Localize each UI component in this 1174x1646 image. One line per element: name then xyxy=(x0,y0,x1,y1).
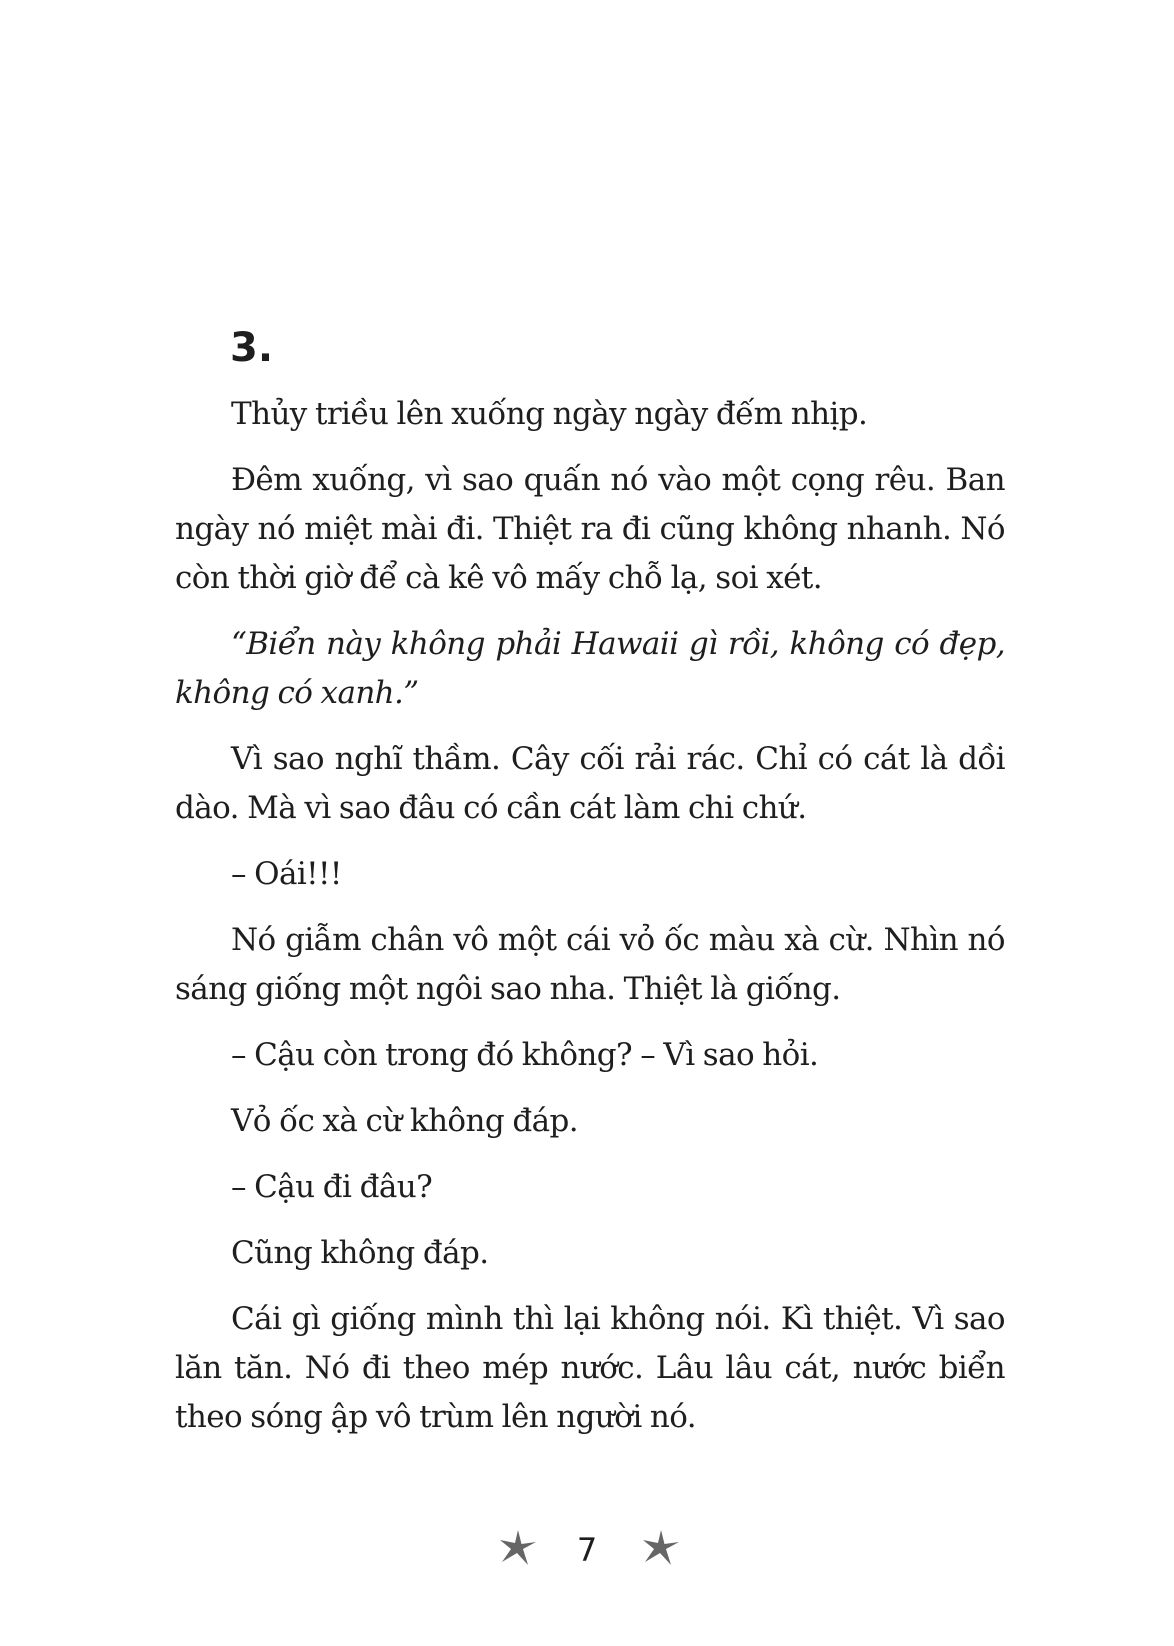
paragraph: Cái gì giống mình thì lại không nói. Kì thiệt. Vì sao lăn tăn. Nó đi theo mép nước. Lâu lâu cát, nước biển theo sóng ập vô trùm lên người nó. xyxy=(175,1301,1005,1435)
page-footer xyxy=(0,1522,1174,1582)
dialogue-line: – Oái!!! xyxy=(231,856,342,892)
page-number: 7 xyxy=(576,1531,598,1569)
paragraph: Nó giẫm chân vô một cái vỏ ốc màu xà cừ. Nhìn nó sáng giống một ngôi sao nha. Thiệt là giống. xyxy=(175,922,1005,1007)
dialogue-line: – Cậu còn trong đó không? – Vì sao hỏi. xyxy=(231,1037,819,1073)
paragraph: Đêm xuống, vì sao quấn nó vào một cọng rêu. Ban ngày nó miệt mài đi. Thiệt ra đi cũng không nhanh. Nó còn thời giờ để cà kê vô mấy chỗ lạ, soi xét. xyxy=(175,462,1005,596)
star-icon xyxy=(498,1528,538,1568)
paragraph: Vì sao nghĩ thầm. Cây cối rải rác. Chỉ có cát là dồi dào. Mà vì sao đâu có cần cát làm chi chứ. xyxy=(175,741,1005,826)
dialogue-line: – Cậu đi đâu? xyxy=(231,1169,433,1205)
body-text xyxy=(175,390,1005,1459)
star-icon xyxy=(641,1528,681,1568)
chapter-number: 3. xyxy=(230,325,274,371)
paragraph: Cũng không đáp. xyxy=(231,1235,489,1271)
paragraph: Vỏ ốc xà cừ không đáp. xyxy=(231,1103,578,1139)
paragraph: Thủy triều lên xuống ngày ngày đếm nhịp. xyxy=(231,396,868,432)
quoted-thought: “Biển này không phải Hawaii gì rồi, không có đẹp, không có xanh.” xyxy=(175,626,1005,711)
